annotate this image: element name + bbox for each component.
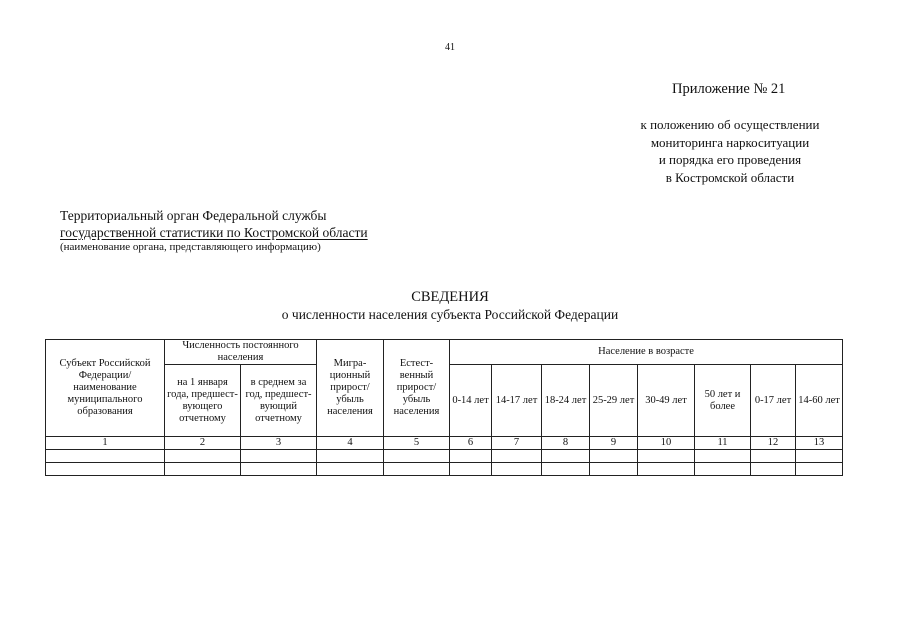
column-number: 12: [751, 437, 796, 450]
empty-cell: [317, 463, 384, 476]
header-age-18-24: 18-24 лет: [542, 365, 590, 437]
document-subtitle: о численности населения субъекта Российской Федерации: [281, 307, 619, 322]
empty-cell: [796, 450, 843, 463]
regulation-reference: [600, 116, 860, 186]
document-title: СВЕДЕНИЯ: [411, 289, 489, 305]
column-number: 2: [165, 437, 241, 450]
empty-row: [46, 463, 843, 476]
agency-caption: (наименование органа, представляющего информацию): [60, 241, 321, 253]
regulation-line: в Костромской области: [665, 169, 795, 185]
empty-cell: [46, 450, 165, 463]
column-number: 5: [384, 437, 450, 450]
regulation-line: мониторинга наркоситуации: [650, 134, 810, 150]
population-table: [45, 339, 843, 476]
column-number-row: [46, 437, 843, 450]
agency-block: [60, 207, 368, 254]
empty-cell: [590, 450, 638, 463]
header-age-0-17: 0-17 лет: [751, 365, 796, 437]
agency-name-line-underlined: государственной статистики по Костромской области: [60, 225, 368, 240]
empty-cell: [241, 463, 317, 476]
empty-cell: [542, 450, 590, 463]
column-number: 3: [241, 437, 317, 450]
column-number: 8: [542, 437, 590, 450]
appendix-title: Приложение № 21: [672, 81, 786, 97]
column-number: 11: [695, 437, 751, 450]
column-number: 1: [46, 437, 165, 450]
header-age-25-29: 25-29 лет: [590, 365, 638, 437]
header-age-50-plus: 50 лет и более: [695, 365, 751, 437]
header-age-0-14: 0-14 лет: [450, 365, 492, 437]
empty-cell: [542, 463, 590, 476]
column-number: 6: [450, 437, 492, 450]
header-age-group: Население в возрасте: [450, 340, 843, 365]
regulation-line: и порядка его проведения: [658, 152, 802, 167]
header-subject: Субъект Российской Федерации/ наименование муниципального образования: [46, 340, 165, 437]
header-population-group: Численность постоянного населения: [165, 340, 317, 365]
column-number: 4: [317, 437, 384, 450]
header-age-14-60: 14-60 лет: [796, 365, 843, 437]
empty-cell: [590, 463, 638, 476]
empty-cell: [450, 450, 492, 463]
empty-cell: [492, 463, 542, 476]
column-number: 13: [796, 437, 843, 450]
empty-cell: [638, 463, 695, 476]
regulation-line: к положению об осуществлении: [640, 117, 820, 132]
empty-cell: [317, 450, 384, 463]
column-number: 7: [492, 437, 542, 450]
page-number: 41: [445, 42, 455, 53]
empty-cell: [751, 450, 796, 463]
header-jan1: на 1 января года, предшест-вующего отчетному: [165, 365, 241, 437]
header-age-30-49: 30-49 лет: [638, 365, 695, 437]
header-age-14-17: 14-17 лет: [492, 365, 542, 437]
header-natural: Естест-венный прирост/ убыль населения: [384, 340, 450, 437]
empty-cell: [450, 463, 492, 476]
header-average: в среднем за год, предшест-вующий отчетному: [241, 365, 317, 437]
empty-cell: [796, 463, 843, 476]
column-number: 9: [590, 437, 638, 450]
empty-cell: [695, 450, 751, 463]
empty-cell: [46, 463, 165, 476]
empty-cell: [384, 450, 450, 463]
empty-row: [46, 450, 843, 463]
empty-cell: [165, 450, 241, 463]
empty-cell: [638, 450, 695, 463]
empty-cell: [165, 463, 241, 476]
empty-cell: [241, 450, 317, 463]
column-number: 10: [638, 437, 695, 450]
empty-cell: [492, 450, 542, 463]
header-migration: Мигра-ционный прирост/ убыль населения: [317, 340, 384, 437]
empty-cell: [695, 463, 751, 476]
empty-cell: [384, 463, 450, 476]
empty-cell: [751, 463, 796, 476]
agency-name-line: Территориальный орган Федеральной службы: [60, 208, 327, 223]
